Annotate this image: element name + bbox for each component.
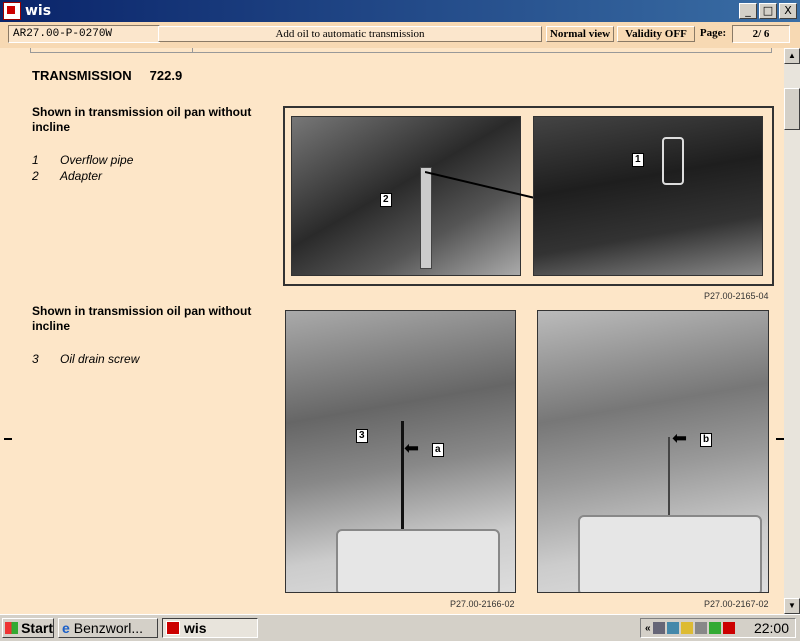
document-title: Add oil to automatic transmission bbox=[158, 26, 542, 42]
task-label: Benzworl... bbox=[73, 620, 144, 636]
callout-1: 1 bbox=[632, 153, 644, 167]
oil-draining-photo bbox=[537, 310, 769, 593]
user-icon[interactable] bbox=[667, 622, 679, 634]
wis-icon bbox=[166, 621, 180, 635]
printer-icon[interactable] bbox=[695, 622, 707, 634]
windows-logo-icon bbox=[5, 622, 18, 634]
legend-label: Overflow pipe bbox=[60, 153, 134, 167]
window-controls bbox=[739, 3, 797, 19]
validity-button[interactable]: Validity OFF bbox=[617, 26, 695, 42]
tray-expand-icon[interactable]: « bbox=[645, 622, 651, 634]
drain-bucket bbox=[336, 529, 500, 593]
task-wis[interactable] bbox=[162, 618, 258, 638]
legend-number: 1 bbox=[32, 153, 39, 167]
m-app-icon[interactable] bbox=[723, 622, 735, 634]
document-content bbox=[0, 48, 784, 614]
legend-number: 2 bbox=[32, 169, 39, 183]
block2-legend bbox=[32, 351, 139, 367]
drain-screw-photo bbox=[285, 310, 516, 593]
legend-label: Adapter bbox=[60, 169, 103, 183]
warning-icon[interactable] bbox=[681, 622, 693, 634]
page-indicator: 2/ 6 bbox=[732, 25, 790, 43]
ruler-divider bbox=[192, 48, 193, 53]
margin-marker bbox=[776, 438, 784, 440]
legend-item bbox=[32, 152, 133, 168]
overflow-pipe-detail-photo bbox=[533, 116, 763, 276]
page-label: Page: bbox=[699, 27, 727, 39]
start-button[interactable] bbox=[2, 618, 54, 638]
block1-heading: Shown in transmission oil pan without incline bbox=[32, 105, 252, 134]
block1-caption: P27.00-2165-04 bbox=[704, 291, 769, 301]
task-benzworld[interactable] bbox=[58, 618, 158, 638]
task-label: wis bbox=[184, 620, 207, 636]
callout-2: 2 bbox=[380, 193, 392, 207]
block2-heading: Shown in transmission oil pan without incline bbox=[32, 304, 252, 333]
arrow-label-b: b bbox=[700, 433, 712, 447]
ie-icon: e bbox=[62, 620, 70, 636]
legend-item bbox=[32, 351, 139, 367]
sync-icon[interactable] bbox=[709, 622, 721, 634]
close-button[interactable]: X bbox=[779, 3, 797, 19]
block1-figure bbox=[283, 106, 774, 286]
callout-3: 3 bbox=[356, 429, 368, 443]
wis-app-icon[interactable] bbox=[3, 2, 21, 20]
arrow-label-a: a bbox=[432, 443, 444, 457]
minimize-button[interactable]: _ bbox=[739, 3, 757, 19]
overflow-pipe bbox=[662, 137, 684, 185]
normal-view-button[interactable]: Normal view bbox=[546, 26, 614, 42]
network-icon[interactable] bbox=[653, 622, 665, 634]
clock: 22:00 bbox=[753, 620, 789, 636]
window-title: wis bbox=[25, 3, 52, 19]
arrow-a-icon: ⬅ bbox=[404, 438, 420, 458]
legend-item bbox=[32, 168, 133, 184]
document-id-field: AR27.00-P-0270W bbox=[8, 25, 160, 43]
section-number: 722.9 bbox=[149, 68, 183, 83]
block2-photo2-caption: P27.00-2167-02 bbox=[704, 599, 769, 609]
vertical-scrollbar[interactable] bbox=[784, 48, 800, 614]
scroll-thumb[interactable] bbox=[784, 88, 800, 130]
legend-number: 3 bbox=[32, 352, 39, 366]
block2-photo1-caption: P27.00-2166-02 bbox=[450, 599, 515, 609]
connector-line bbox=[425, 168, 545, 218]
title-bar bbox=[0, 0, 800, 22]
section-title bbox=[32, 68, 182, 83]
legend-label: Oil drain screw bbox=[60, 352, 140, 366]
page-ruler bbox=[30, 48, 772, 53]
drain-bucket bbox=[578, 515, 762, 593]
start-label: Start bbox=[21, 620, 53, 636]
document-toolbar bbox=[0, 22, 800, 49]
block1-legend bbox=[32, 152, 133, 184]
scroll-up-icon[interactable]: ▲ bbox=[784, 48, 800, 64]
section-title-text: TRANSMISSION bbox=[32, 68, 132, 83]
system-tray bbox=[640, 618, 796, 638]
scroll-down-icon[interactable]: ▼ bbox=[784, 598, 800, 614]
taskbar bbox=[0, 614, 800, 641]
margin-marker bbox=[4, 438, 12, 440]
arrow-b-icon: ⬅ bbox=[672, 428, 688, 448]
maximize-button[interactable]: □ bbox=[759, 3, 777, 19]
